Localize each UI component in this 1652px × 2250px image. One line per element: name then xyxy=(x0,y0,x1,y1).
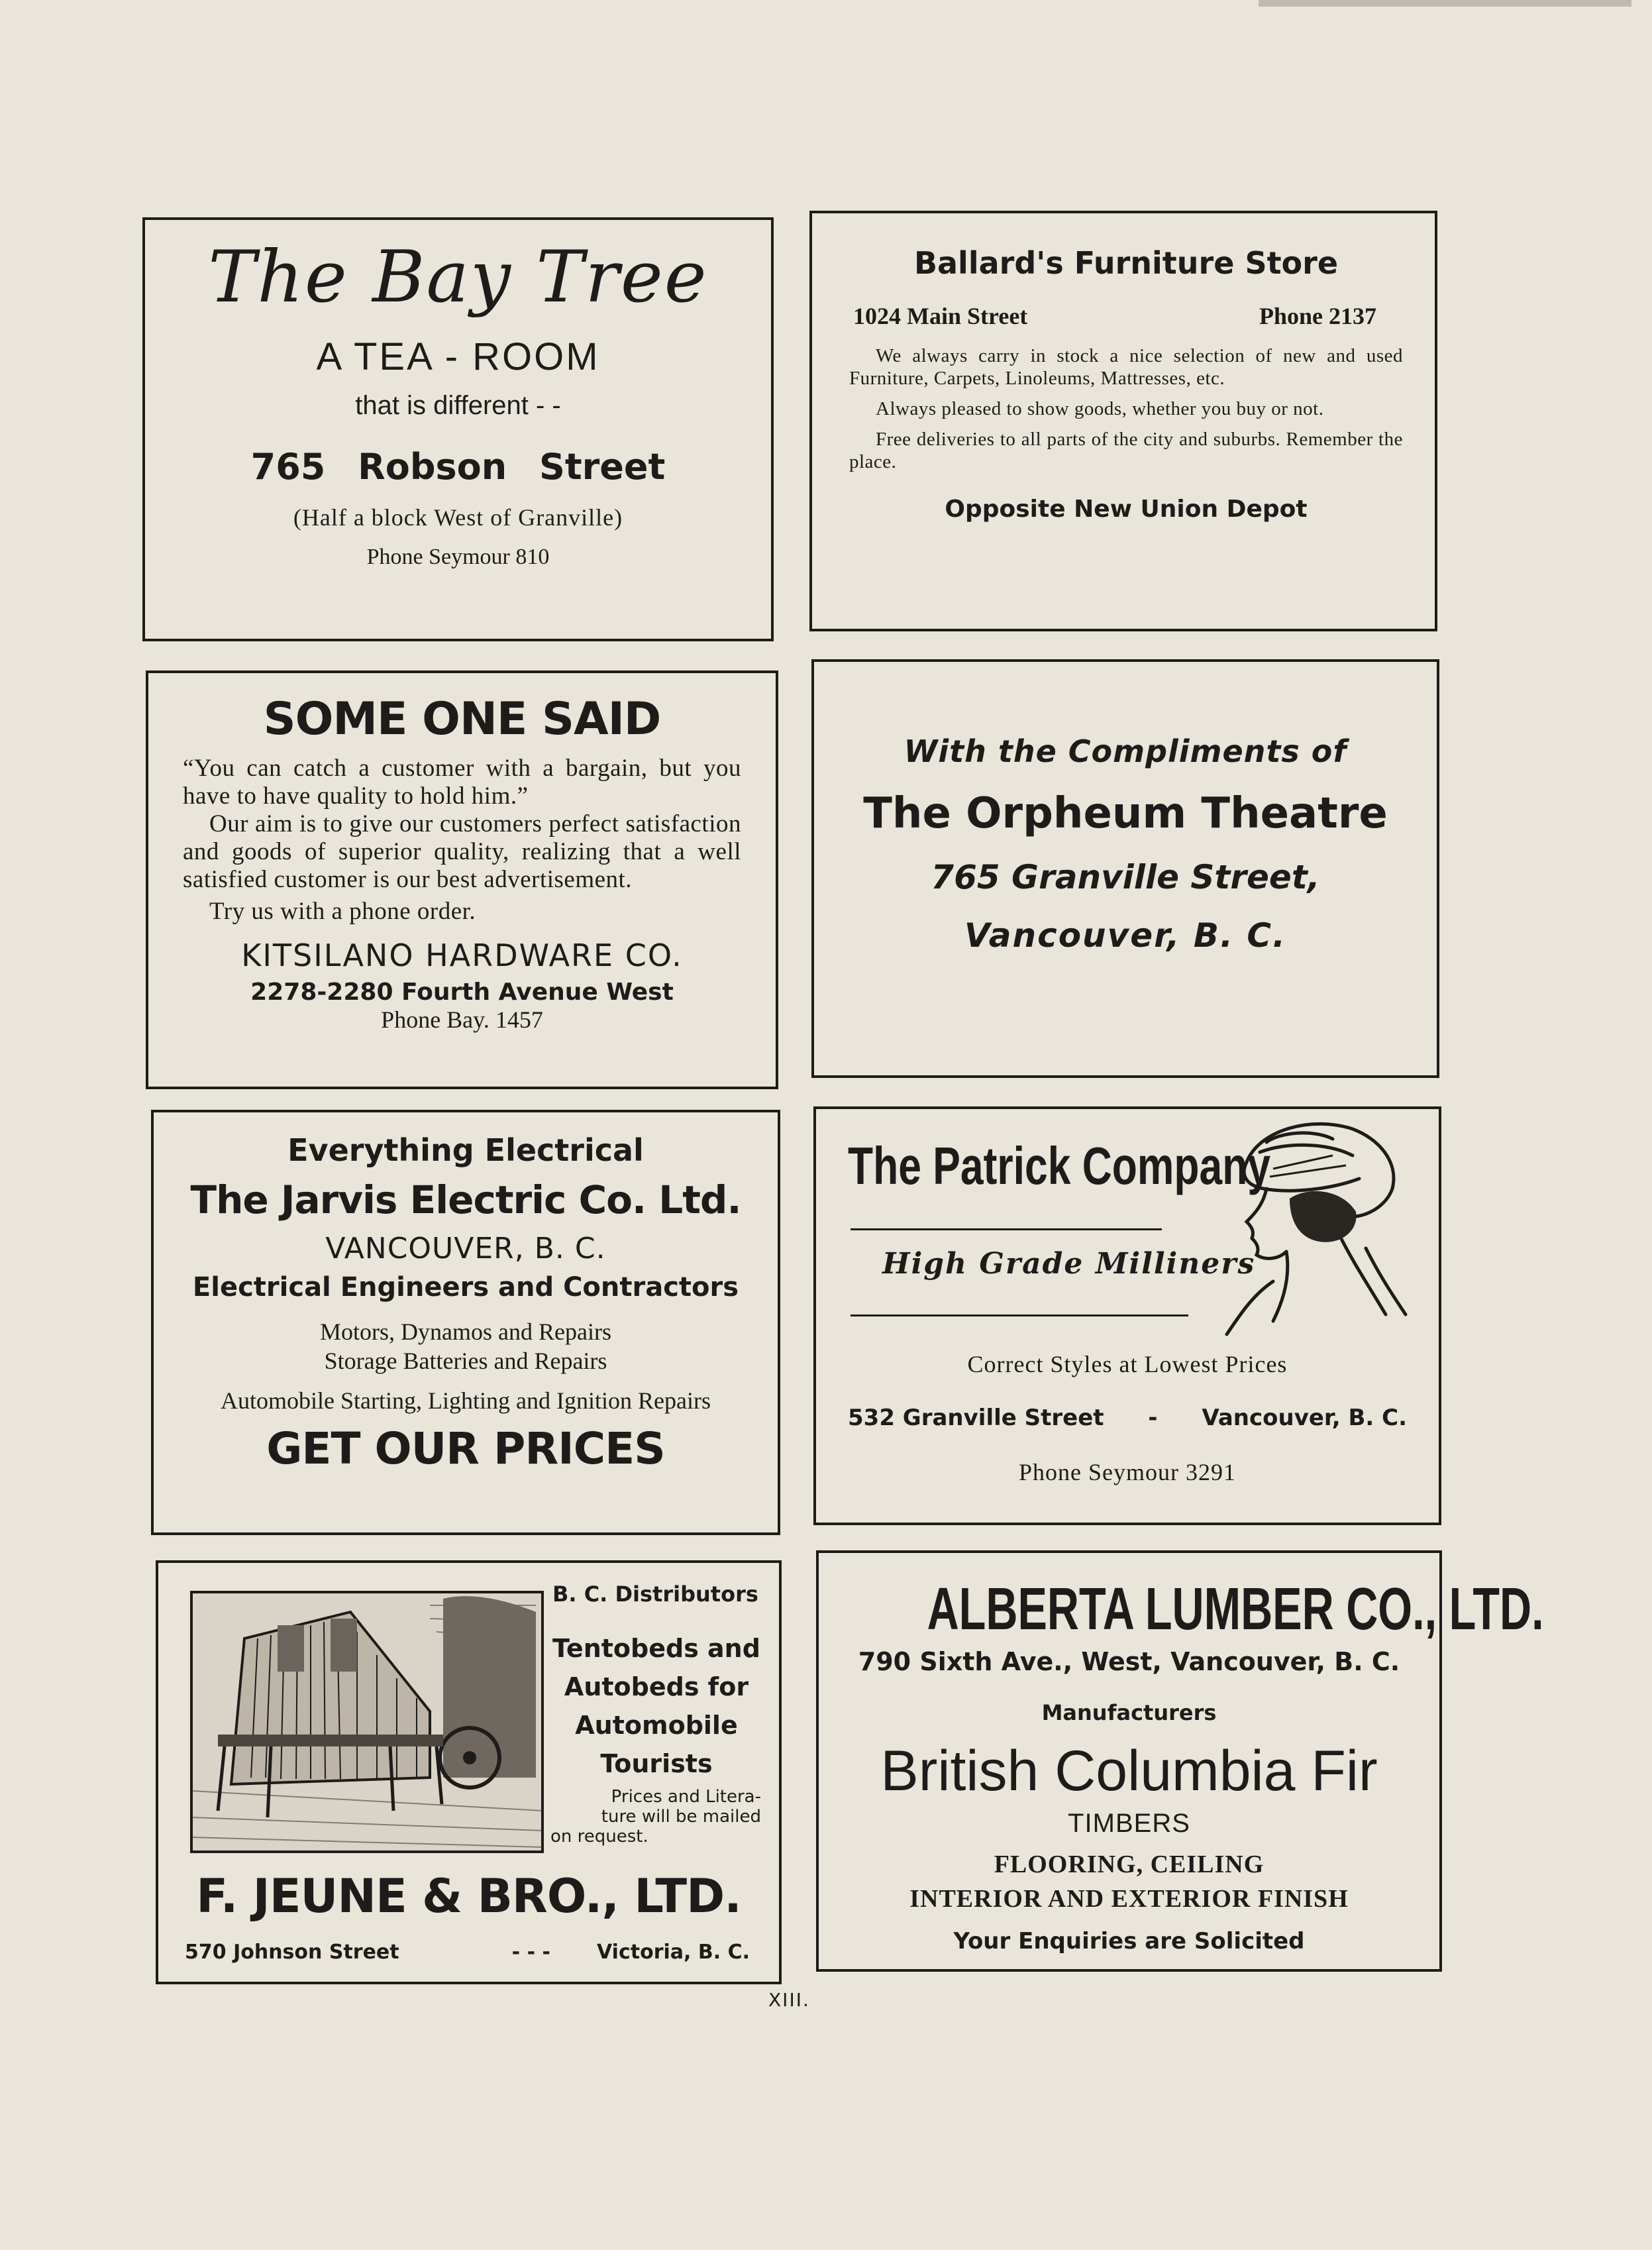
patrick-rule-bottom xyxy=(851,1314,1188,1316)
alberta-address: 790 Sixth Ave., West, Vancouver, B. C. xyxy=(858,1647,1400,1676)
bay-tree-subtagline: that is different - - xyxy=(355,390,561,420)
jarvis-name: The Jarvis Electric Co. Ltd. xyxy=(190,1177,741,1222)
tentobed-illustration xyxy=(191,1592,542,1852)
patrick-city: Vancouver, B. C. xyxy=(1202,1405,1407,1431)
ballards-title: Ballard's Furniture Store xyxy=(913,245,1339,281)
ad-jeune-bro xyxy=(156,1560,782,1984)
ballards-para-3: Free deliveries to all parts of the city and suburbs. Remember the place. xyxy=(849,429,1403,472)
ad-patrick-company xyxy=(813,1106,1441,1525)
jeune-separator: - - - xyxy=(511,1941,550,1964)
patrick-address: 532 Granville Street xyxy=(848,1405,1104,1431)
ad-orpheum-theatre xyxy=(811,659,1439,1078)
patrick-phone: Phone Seymour 3291 xyxy=(1019,1459,1236,1485)
ballards-address: 1024 Main Street xyxy=(853,303,1028,329)
jarvis-line-4: Automobile Starting, Lighting and Ignition Repairs xyxy=(221,1387,711,1414)
ballards-para-2: Always pleased to show goods, whether you buy or not. xyxy=(876,398,1324,419)
patrick-address-row xyxy=(848,1405,1407,1431)
kitsilano-heading: SOME ONE SAID xyxy=(263,693,661,745)
jarvis-trade: Electrical Engineers and Contractors xyxy=(192,1272,739,1303)
ad-bay-tree xyxy=(142,217,774,641)
jeune-products xyxy=(550,1629,762,1783)
jarvis-everything: Everything Electrical xyxy=(287,1132,644,1168)
ballards-footer: Opposite New Union Depot xyxy=(945,496,1308,523)
jarvis-city: VANCOUVER, B. C. xyxy=(325,1232,606,1265)
bay-tree-address: 765 Robson Street xyxy=(250,445,666,488)
kitsilano-company: KITSILANO HARDWARE CO. xyxy=(241,938,683,973)
ad-ballards-furniture xyxy=(809,211,1437,631)
ad-kitsilano-hardware xyxy=(146,670,778,1089)
jeune-prices-3: on request. xyxy=(550,1827,648,1847)
bay-tree-phone: Phone Seymour 810 xyxy=(366,544,550,569)
orpheum-address: 765 Granville Street, xyxy=(931,858,1320,896)
kitsilano-phone: Phone Bay. 1457 xyxy=(381,1006,543,1033)
patrick-separator: - xyxy=(1148,1405,1158,1431)
ad-alberta-lumber xyxy=(816,1550,1544,1972)
alberta-name: ALBERTA LUMBER CO., LTD. xyxy=(927,1576,1544,1642)
jeune-prices-note xyxy=(549,1787,761,1847)
alberta-product: British Columbia Fir xyxy=(880,1739,1378,1803)
jeune-distributors: B. C. Distributors xyxy=(552,1581,758,1607)
ad-jarvis-electric xyxy=(151,1110,780,1535)
alberta-line-1: FLOORING, CEILING xyxy=(994,1850,1265,1878)
page-top-edge xyxy=(1259,0,1631,7)
lady-in-hat-illustration xyxy=(1200,1116,1419,1334)
kitsilano-try: Try us with a phone order. xyxy=(209,898,476,925)
jeune-product-3: Automobile xyxy=(575,1711,738,1740)
ballards-para-1: We always carry in stock a nice selection of new and used Furniture, Carpets, Linoleums, Mattresses, etc. xyxy=(849,345,1403,389)
jarvis-line-3: Storage Batteries and Repairs xyxy=(324,1348,607,1374)
patrick-subtitle: High Grade Milliners xyxy=(882,1247,1256,1281)
jeune-prices-1: Prices and Litera- xyxy=(611,1787,761,1807)
orpheum-city: Vancouver, B. C. xyxy=(964,916,1287,955)
alberta-line-2: INTERIOR AND EXTERIOR FINISH xyxy=(909,1885,1349,1913)
orpheum-compliments: With the Compliments of xyxy=(903,733,1347,769)
alberta-product-sub: TIMBERS xyxy=(1068,1809,1190,1838)
jeune-product-2: Autobeds for xyxy=(564,1672,749,1701)
ballards-contact-row xyxy=(849,302,1403,330)
jarvis-services xyxy=(180,1317,751,1375)
jeune-city: Victoria, B. C. xyxy=(596,1941,750,1964)
patrick-name: The Patrick Company xyxy=(848,1136,1271,1195)
kitsilano-quote: “You can catch a customer with a bargain, but you have to have quality to hold him.” xyxy=(183,755,741,810)
jeune-name: F. JEUNE & BRO., LTD. xyxy=(196,1869,741,1923)
ballards-phone: Phone 2137 xyxy=(1259,303,1376,329)
kitsilano-body: Our aim is to give our customers perfect satisfaction and goods of superior quality, realizing that a well satisfied customer is our best advertisement. xyxy=(183,810,741,893)
jeune-address: 570 Johnson Street xyxy=(185,1941,399,1964)
alberta-footer: Your Enquiries are Solicited xyxy=(953,1928,1305,1955)
patrick-slogan: Correct Styles at Lowest Prices xyxy=(967,1351,1288,1377)
page-number: XIII. xyxy=(768,1989,810,2011)
jeune-address-row xyxy=(185,1941,750,1964)
patrick-rule-top xyxy=(851,1228,1162,1230)
jarvis-line-2: Motors, Dynamos and Repairs xyxy=(320,1318,611,1345)
alberta-role: Manufacturers xyxy=(1041,1700,1217,1725)
bay-tree-name: The Bay Tree xyxy=(208,236,708,319)
jeune-product-1: Tentobeds and xyxy=(552,1634,760,1663)
jarvis-cta: GET OUR PRICES xyxy=(266,1423,665,1474)
bay-tree-tagline: A TEA - ROOM xyxy=(316,335,600,378)
jeune-product-4: Tourists xyxy=(600,1749,713,1778)
kitsilano-address: 2278-2280 Fourth Avenue West xyxy=(250,979,674,1006)
orpheum-name: The Orpheum Theatre xyxy=(863,789,1388,838)
bay-tree-location: (Half a block West of Granville) xyxy=(293,504,623,531)
jeune-prices-2: ture will be mailed xyxy=(601,1807,761,1827)
